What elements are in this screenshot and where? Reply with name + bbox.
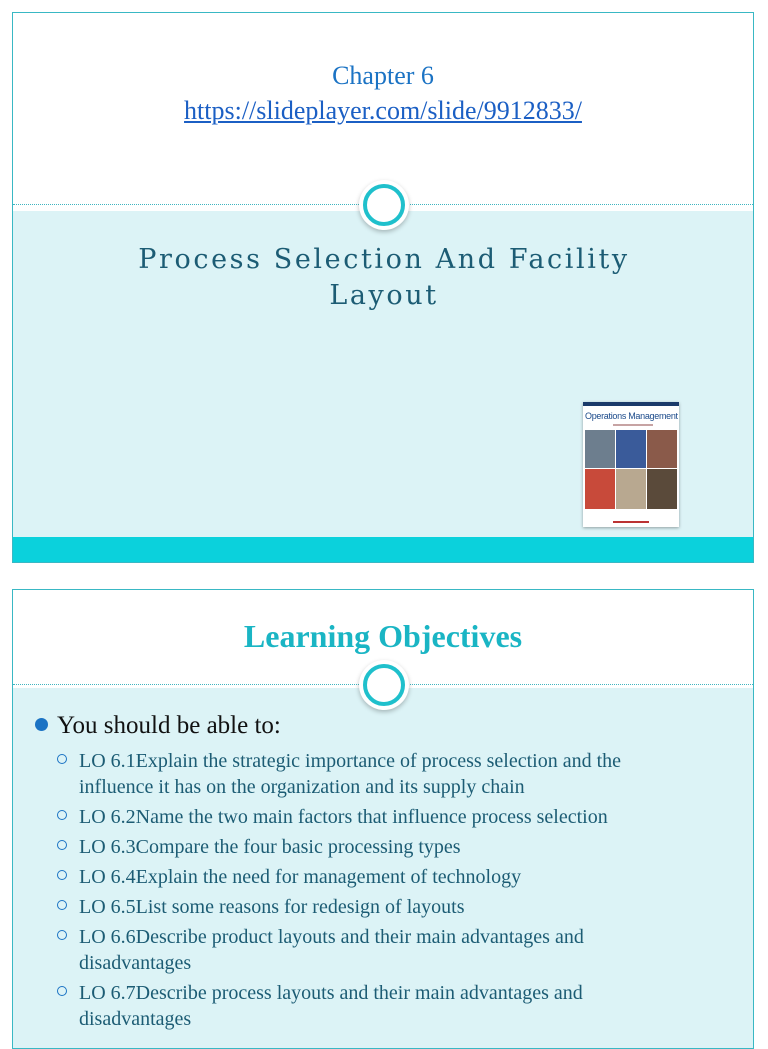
cover-photo-people	[647, 430, 677, 468]
list-item: LO 6.2Name the two main factors that influence process selection	[57, 804, 697, 830]
bullet-dot-icon	[35, 718, 48, 731]
footer-bar	[13, 537, 753, 563]
book-cover-image	[583, 402, 679, 527]
chapter-label: Chapter 6	[332, 61, 434, 90]
list-item: LO 6.3Compare the four basic processing types	[57, 834, 697, 860]
list-item: LO 6.1Explain the strategic importance of process selection and the influence it has on the organization and its supply chain	[57, 748, 697, 800]
list-item: LO 6.7Describe process layouts and their main advantages and disadvantages	[57, 980, 697, 1032]
book-cover-subtitle-mark	[613, 424, 653, 426]
cover-photo-team	[647, 469, 677, 509]
open-circle-bullet-icon	[57, 810, 67, 820]
intro-text: You should be able to:	[57, 712, 281, 739]
circle-ornament-icon	[363, 664, 405, 706]
open-circle-bullet-icon	[57, 754, 67, 764]
open-circle-bullet-icon	[57, 840, 67, 850]
open-circle-bullet-icon	[57, 900, 67, 910]
objectives-title: Learning Objectives	[243, 618, 523, 654]
open-circle-bullet-icon	[57, 870, 67, 880]
title-slide	[12, 12, 754, 563]
book-cover-band	[583, 402, 679, 406]
cover-photo-office	[616, 469, 646, 509]
book-cover-title: Operations Management	[585, 411, 678, 421]
objectives-list	[57, 748, 697, 1036]
open-circle-bullet-icon	[57, 930, 67, 940]
list-item: LO 6.6Describe product layouts and their main advantages and disadvantages	[57, 924, 697, 976]
objectives-slide	[12, 589, 754, 1049]
book-cover-footer	[583, 513, 679, 527]
circle-ornament-icon	[363, 184, 405, 226]
book-cover-author-mark	[613, 521, 649, 523]
cover-photo-factory	[585, 430, 615, 468]
list-item: LO 6.5List some reasons for redesign of layouts	[57, 894, 697, 920]
open-circle-bullet-icon	[57, 986, 67, 996]
source-link[interactable]: https://slideplayer.com/slide/9912833/	[184, 96, 582, 125]
cover-photo-workers	[616, 430, 646, 468]
list-item: LO 6.4Explain the need for management of technology	[57, 864, 697, 890]
cover-photo-store	[585, 469, 615, 509]
slide-title: Process Selection And Facility Layout	[138, 244, 630, 311]
